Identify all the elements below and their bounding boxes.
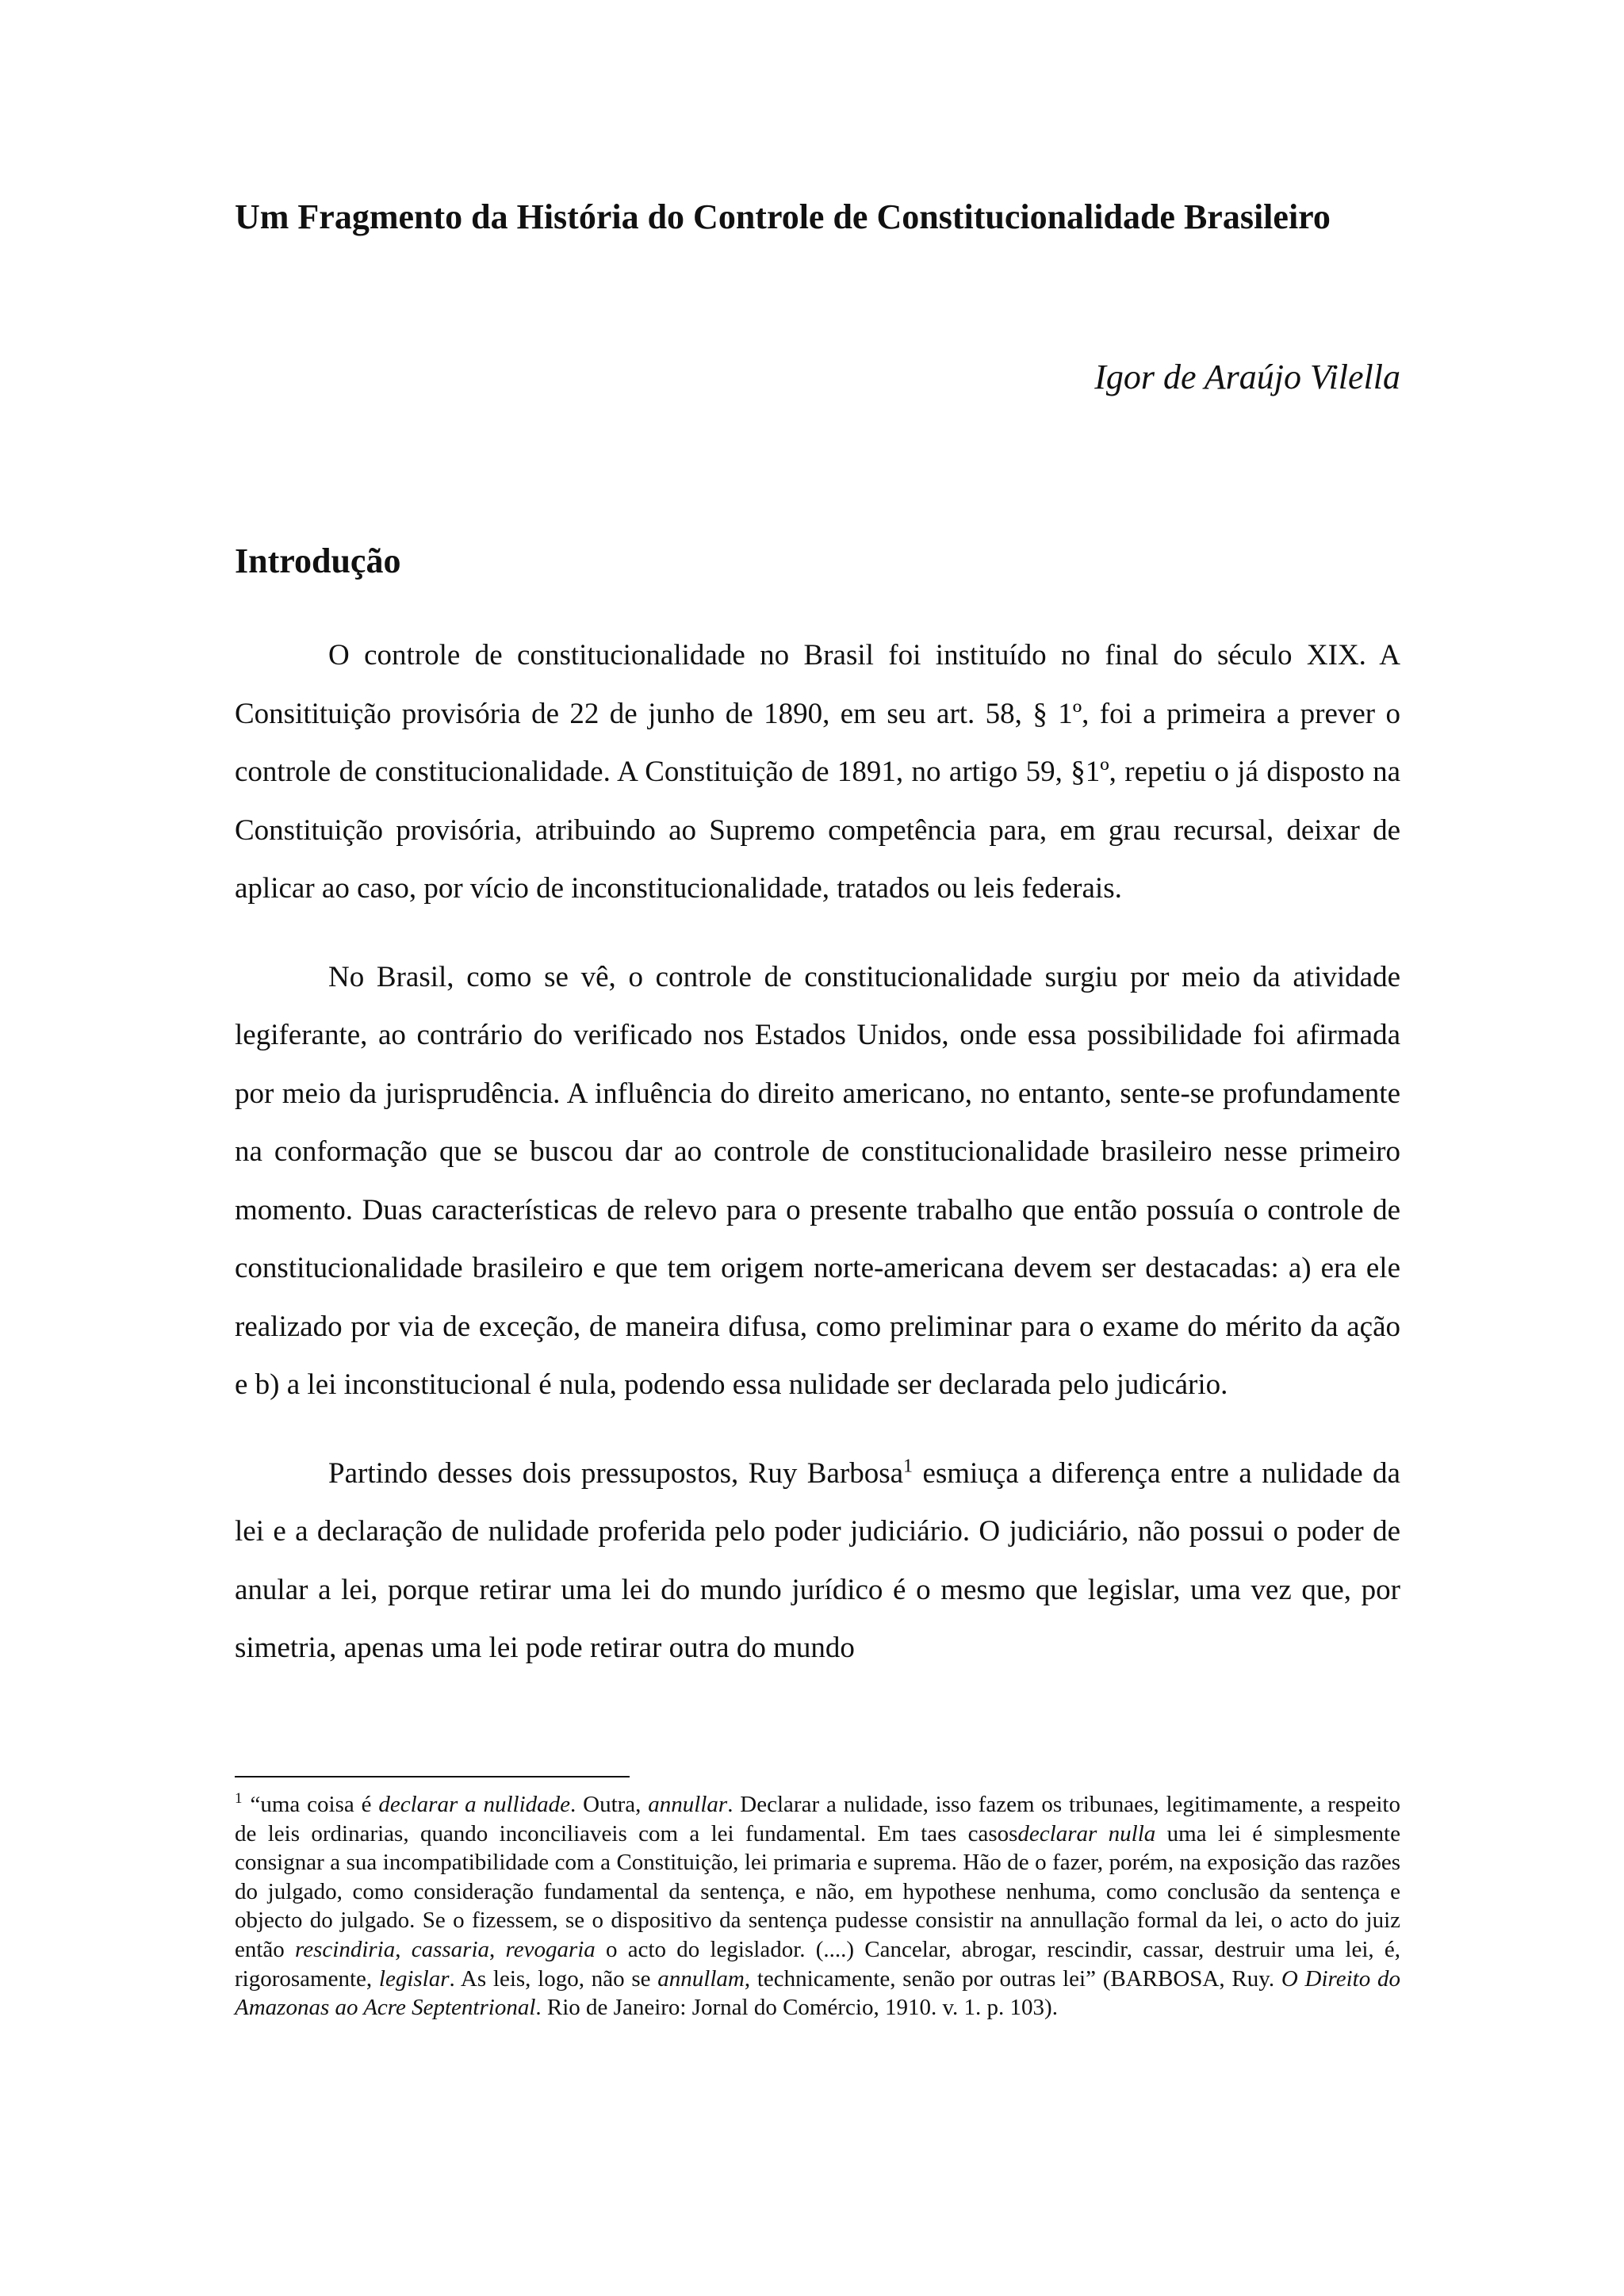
paragraph-3-text-end: esmiuça a diferença entre a nulidade da lei e a declaração de nulidade proferida pelo poder judiciário. O judiciário, não possui o poder de anular a lei, porque retirar uma lei do mundo jurídico é o mesmo que legislar, uma vez que, por simetria, apenas uma lei pode retirar outra do mundo	[235, 1456, 1400, 1664]
footnote-text: . Rio de Janeiro: Jornal do Comércio, 1910. v. 1. p. 103).	[535, 1995, 1058, 2021]
section-heading-introducao: Introdução	[235, 541, 401, 580]
footnote-emphasis: cassaria	[411, 1936, 490, 1962]
footnote-text: . As leis, logo, não se	[449, 1965, 658, 1992]
footnote-emphasis: rescindiria	[295, 1936, 396, 1962]
footnote-text: . Outra,	[570, 1792, 649, 1817]
footnote-emphasis: legislar	[378, 1965, 450, 1992]
footnote-text: , technicamente, senão por outras lei” (BARBOSA, Ruy.	[744, 1965, 1281, 1992]
paragraph-3-text-start: Partindo desses dois pressupostos, Ruy Barbosa	[328, 1456, 904, 1490]
footnote-text: “uma coisa é	[250, 1792, 379, 1817]
footnote-emphasis: revogaria	[505, 1936, 596, 1962]
footnote-number: 1	[235, 1790, 243, 1808]
paragraph-2: No Brasil, como se vê, o controle de constitucionalidade surgiu por meio da atividade legiferante, ao contrário do verificado nos Estados Unidos, onde essa possibilidade foi afirmada por meio da jurisprudência. A influência do direito americano, no entanto, sente-se profundamente na conformação que se buscou dar ao controle de constitucionalidade brasileiro nesse primeiro momento. Duas características de relevo para o presente trabalho que então possuía o controle de constitucionalidade brasileiro e que tem origem norte-americana devem ser destacadas: a) era ele realizado por via de exceção, de maneira difusa, como preliminar para o exame do mérito da ação e b) a lei inconstitucional é nula, podendo essa nulidade ser declarada pelo judicário.	[235, 960, 1400, 1401]
paragraph-3	[235, 1445, 1400, 1678]
body-text	[235, 626, 1400, 1708]
paragraph-1: O controle de constitucionalidade no Brasil foi instituído no final do século XIX. A Consitituição provisória de 22 de junho de 1890, em seu art. 58, § 1º, foi a primeira a prever o controle de constitucionalidade. A Constituição de 1891, no artigo 59, §1º, repetiu o já disposto na Constituição provisória, atribuindo ao Supremo competência para, em grau recursal, deixar de aplicar ao caso, por vício de inconstitucionalidade, tratados ou leis federais.	[235, 639, 1400, 905]
footnote-reference-1[interactable]: 1	[903, 1456, 914, 1477]
footnote-text: ,	[489, 1936, 506, 1962]
footnote-text: uma lei é simplesmente consignar a sua incompatibilidade com a Constituição, lei primaria e suprema. Hão de o fazer, porém, na exposição das razões do julgado, como consideração fundamental da sentença, e não, em hypothese nenhuma, como conclusão da sentença e objecto do julgado. Se o fizessem, se o dispositivo da sentença pudesse consistir na annullação formal da lei, o acto do juiz então	[235, 1820, 1400, 1962]
footnote-1	[235, 1790, 1400, 2022]
author-name: Igor de Araújo Vilella	[1094, 358, 1400, 396]
footnote-text: o acto do legislador. (....) Cancelar, abrogar, rescindir, cassar, destruir uma lei, é, rigorosamente,	[235, 1936, 1400, 1992]
footnote-emphasis: declarar nulla	[1017, 1820, 1156, 1846]
footnote-emphasis: annullam	[657, 1965, 745, 1992]
footnote-book-title: O Direito do Amazonas ao Acre Septentrional	[235, 1965, 1400, 2021]
footnote-emphasis: annullar	[648, 1792, 728, 1817]
footnote-text: . Declarar a nulidade, isso fazem os tribunaes, legitimamente, a respeito de leis ordinarias, quando inconciliaveis com a lei fundamental. Em taes casos	[235, 1792, 1400, 1846]
document-title: Um Fragmento da História do Controle de Constitucionalidade Brasileiro	[235, 197, 1331, 236]
footnote-separator	[235, 1776, 630, 1777]
footnote-emphasis: declarar a nullidade	[378, 1792, 571, 1817]
footnote-text: ,	[395, 1936, 412, 1962]
